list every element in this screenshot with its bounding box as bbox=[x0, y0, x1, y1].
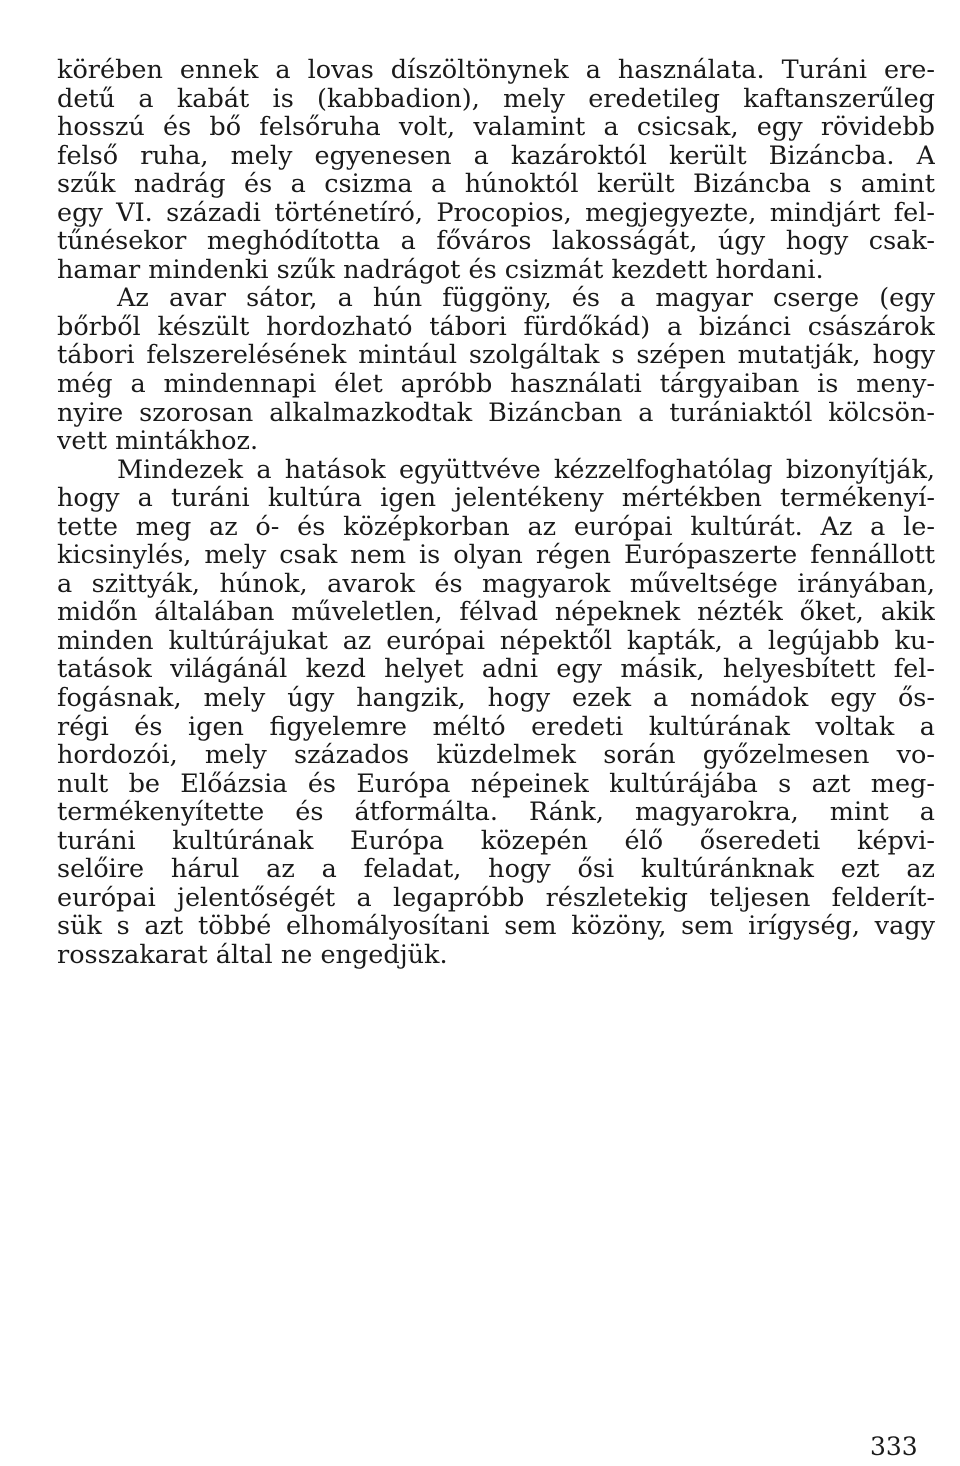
text-line: vett mintákhoz. bbox=[57, 427, 259, 456]
text-line: hamar mindenki szűk nadrágot és csizmát kezdett hordani. bbox=[57, 255, 824, 285]
text-line: Mindezek a hatások együttvéve kézzelfoghatólag bizonyítják, bbox=[117, 455, 935, 485]
text-line: tűnésekor meghódította a főváros lakosságát, úgy hogy csak- bbox=[57, 227, 935, 256]
text-line: turáni kultúrának Európa közepén élő őseredeti képvi- bbox=[57, 826, 935, 856]
page-body bbox=[57, 56, 935, 970]
text-line: midőn általában műveletlen, félvad népeknek nézték őket, akik bbox=[57, 598, 935, 627]
text-line: nult be Előázsia és Európa népeinek kultúrájába s azt meg- bbox=[57, 769, 935, 799]
paragraph-1 bbox=[57, 56, 935, 284]
text-line: tette meg az ó- és középkorban az európai kultúrát. Az a le- bbox=[57, 512, 935, 542]
text-line: felső ruha, mely egyenesen a kazároktól került Bizáncba. A bbox=[57, 141, 935, 171]
text-line: Az avar sátor, a hún függöny, és a magyar cserge (egy bbox=[117, 284, 935, 313]
text-line: szűk nadrág és a csizma a húnoktól került Bizáncba s amint bbox=[57, 170, 935, 199]
text-line: bőrből készült hordozható tábori fürdőkád) a bizánci császárok bbox=[57, 312, 935, 342]
text-line: európai jelentőségét a legapróbb részletekig teljesen felderít- bbox=[57, 883, 935, 913]
text-line: hogy a turáni kultúra igen jelentékeny mértékben termékenyí- bbox=[57, 484, 935, 513]
text-line: tábori felszerelésének mintául szolgáltak s szépen mutatják, hogy bbox=[57, 341, 935, 371]
text-line: tatások világánál kezd helyet adni egy másik, helyesbített fel- bbox=[57, 655, 935, 685]
paragraph-2 bbox=[57, 284, 935, 455]
text-line: sük s azt többé elhomályosítani sem közöny, sem irígység, vagy bbox=[57, 912, 935, 941]
text-line: még a mindennapi élet apróbb használati tárgyaiban is meny- bbox=[57, 370, 935, 399]
paragraph-3 bbox=[57, 456, 935, 970]
text-line: termékenyítette és átformálta. Ránk, magyarokra, mint a bbox=[57, 798, 935, 827]
text-line: fogásnak, mely úgy hangzik, hogy ezek a nomádok egy ős- bbox=[57, 684, 935, 713]
page-number: 333 bbox=[870, 1432, 918, 1461]
text-line: körében ennek a lovas díszöltönynek a használata. Turáni ere- bbox=[57, 56, 935, 85]
text-line: hosszú és bő felsőruha volt, valamint a csicsak, egy rövidebb bbox=[57, 113, 935, 142]
text-line: kicsinylés, mely csak nem is olyan régen Európaszerte fennállott bbox=[57, 541, 935, 570]
text-line: hordozói, mely százados küzdelmek során győzelmesen vo- bbox=[57, 741, 935, 770]
text-line: selőire hárul az a feladat, hogy ősi kultúránknak ezt az bbox=[57, 855, 935, 884]
text-line: detű a kabát is (kabbadion), mely eredetileg kaftanszerűleg bbox=[57, 84, 935, 114]
text-line: régi és igen figyelemre méltó eredeti kultúrának voltak a bbox=[57, 712, 935, 742]
text-line: minden kultúrájukat az európai népektől kapták, a legújabb ku- bbox=[57, 626, 935, 656]
text-line: egy VI. századi történetíró, Procopios, megjegyezte, mindjárt fel- bbox=[57, 198, 935, 228]
text-line: rosszakarat által ne engedjük. bbox=[57, 940, 448, 970]
text-line: nyire szorosan alkalmazkodtak Bizáncban a turániaktól kölcsön- bbox=[57, 398, 935, 428]
text-line: a szittyák, húnok, avarok és magyarok műveltsége irányában, bbox=[57, 569, 935, 599]
